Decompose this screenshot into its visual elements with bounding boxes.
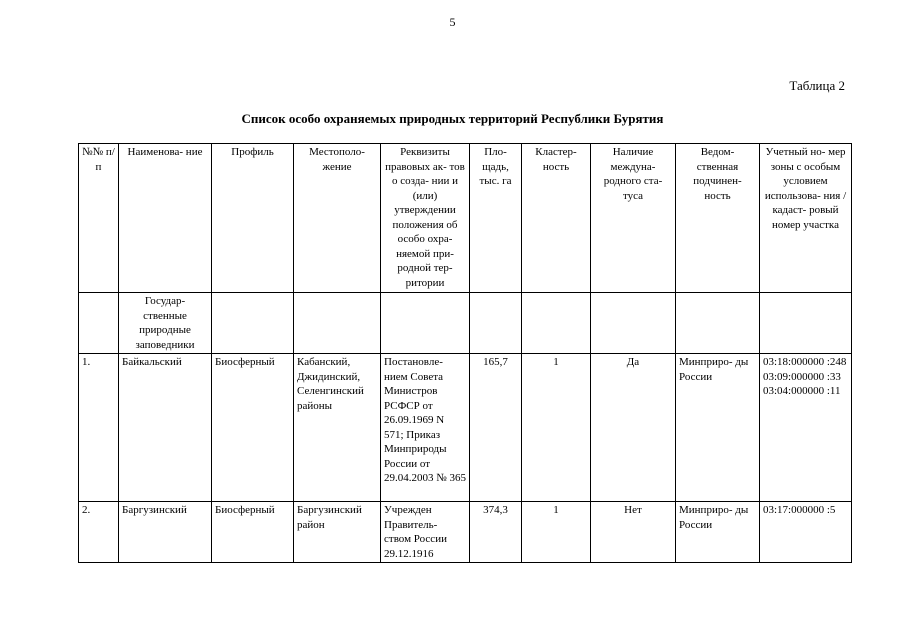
header-profile: Профиль: [212, 144, 294, 293]
row-cadastral: 03:18:000000 :248 03:09:000000 :33 03:04:000000 :11: [760, 354, 852, 502]
row-name: Байкальский: [119, 354, 212, 502]
row-num: 1.: [79, 354, 119, 502]
row-intl-status: Нет: [591, 502, 676, 563]
section-empty-cell: [294, 293, 381, 354]
section-empty-cell: [381, 293, 470, 354]
document-title: Список особо охраняемых природных территорий Республики Бурятия: [241, 111, 664, 126]
protected-areas-table: [78, 143, 852, 563]
header-cadastral: Учетный но- мер зоны с особым условием использова- ния / кадаст- ровый номер участка: [760, 144, 852, 293]
header-name: Наименова- ние: [119, 144, 212, 293]
row-location: Кабанский, Джидинский, Селенгинский районы: [294, 354, 381, 502]
header-row: [79, 144, 852, 293]
header-area: Пло- щадь, тыс. га: [470, 144, 522, 293]
row-cluster: 1: [522, 502, 591, 563]
row-department: Минприро- ды России: [676, 354, 760, 502]
row-profile: Биосферный: [212, 354, 294, 502]
section-empty-cell: [591, 293, 676, 354]
row-cadastral: 03:17:000000 :5: [760, 502, 852, 563]
section-empty-cell: [79, 293, 119, 354]
section-empty-cell: [676, 293, 760, 354]
section-empty-cell: [212, 293, 294, 354]
row-intl-status: Да: [591, 354, 676, 502]
section-empty-cell: [522, 293, 591, 354]
page-number: 5: [449, 15, 456, 29]
header-intl-status: Наличие междуна- родного ста- туса: [591, 144, 676, 293]
row-cluster: 1: [522, 354, 591, 502]
table-label: Таблица 2: [789, 78, 845, 93]
row-profile: Биосферный: [212, 502, 294, 563]
section-row: [79, 293, 852, 354]
header-department: Ведом- ственная подчинен- ность: [676, 144, 760, 293]
row-department: Минприро- ды России: [676, 502, 760, 563]
header-num: №№ п/п: [79, 144, 119, 293]
section-empty-cell: [470, 293, 522, 354]
header-cluster: Кластер- ность: [522, 144, 591, 293]
section-label: Государ- ственные природные заповедники: [119, 293, 212, 354]
header-location: Местополо- жение: [294, 144, 381, 293]
header-acts: Реквизиты правовых ак- тов о созда- нии и (или) утверждении положения об особо охра- няемой при- родной тер- ритории: [381, 144, 470, 293]
table-row: [79, 354, 852, 502]
table-row: [79, 502, 852, 563]
row-name: Баргузинский: [119, 502, 212, 563]
row-area: 165,7: [470, 354, 522, 502]
row-acts: Постановле- нием Совета Министров РСФСР от 26.09.1969 N 571; Приказ Минприроды России от 29.04.2003 № 365: [381, 354, 470, 502]
section-empty-cell: [760, 293, 852, 354]
row-area: 374,3: [470, 502, 522, 563]
row-location: Баргузинский район: [294, 502, 381, 563]
row-num: 2.: [79, 502, 119, 563]
row-acts: Учрежден Правитель- ством России 29.12.1916: [381, 502, 470, 563]
